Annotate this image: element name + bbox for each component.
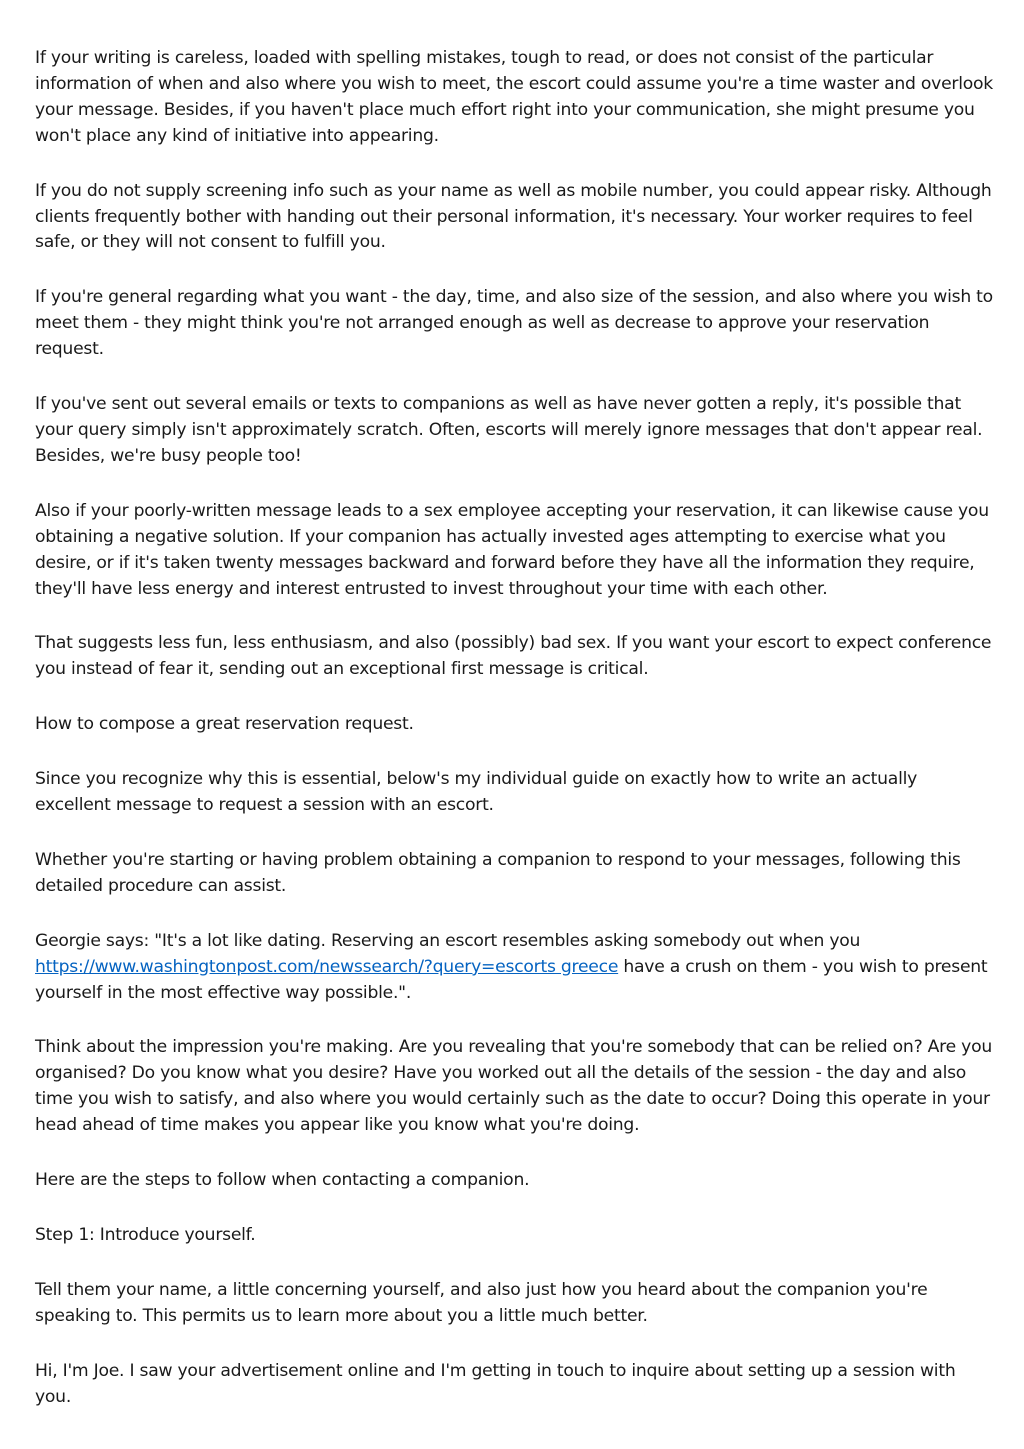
paragraph: If your writing is careless, loaded with spelling mistakes, tough to read, or does not consist of the particular information of when and also where you wish to meet, the escort could assume you're a time waster and overlook your message. Besides, if you haven't place much effort right into your communication, she might presume you won't place any kind of initiative into appearing.: [35, 48, 993, 146]
paragraph: Tell them your name, a little concerning yourself, and also just how you heard about the companion you're speaking to. This permits us to learn more about you a little much better.: [35, 1279, 928, 1326]
paragraph-text-before-link: Georgie says: "It's a lot like dating. Reserving an escort resembles asking somebody out when you: [35, 930, 861, 951]
paragraph: Here are the steps to follow when contacting a companion.: [35, 1170, 530, 1191]
paragraph: If you're general regarding what you want - the day, time, and also size of the session, and also where you wish to meet them - they might think you're not arranged enough as well as decrease to approve your reservation request.: [35, 287, 993, 360]
paragraph: Since you recognize why this is essential, below's my individual guide on exactly how to write an actually excellent message to request a session with an escort.: [35, 769, 918, 816]
paragraph-text-after-link: have a crush on them - you wish to present yourself in the most effective way possible.".: [35, 956, 988, 1003]
paragraph: Also if your poorly-written message leads to a sex employee accepting your reservation, it can likewise cause you obtaining a negative solution. If your companion has actually invested ages attempting to exercise what you desire, or if it's taken twenty messages backward and forward before they have all the information they require, they'll have less energy and interest entrusted to invest throughout your time with each other.: [35, 500, 989, 599]
paragraph: How to compose a great reservation request.: [35, 714, 414, 735]
paragraph: If you do not supply screening info such as your name as well as mobile number, you could appear risky. Although clients frequently bother with handing out their personal information, it's necessary. Your worker requires to feel safe, or they will not consent to fulfill you.: [35, 180, 992, 253]
paragraph: Step 1: Introduce yourself.: [35, 1225, 256, 1245]
news-search-link[interactable]: https://www.washingtonpost.com/newssearch/?query=escorts greece: [35, 956, 619, 977]
document-body: [35, 46, 993, 1440]
paragraph-with-link: [35, 929, 993, 1007]
paragraph: Hi, I'm Joe. I saw your advertisement online and I'm getting in touch to inquire about setting up a session with you.: [35, 1360, 956, 1407]
paragraph: If you've sent out several emails or texts to companions as well as have never gotten a reply, it's possible that your query simply isn't approximately scratch. Often, escorts will merely ignore messages that don't appear real. Besides, we're busy people too!: [35, 394, 983, 466]
paragraph: Whether you're starting or having problem obtaining a companion to respond to your messages, following this detailed procedure can assist.: [35, 849, 961, 896]
paragraph: That suggests less fun, less enthusiasm, and also (possibly) bad sex. If you want your escort to expect conference you instead of fear it, sending out an exceptional first message is critical.: [35, 633, 992, 680]
paragraph: Think about the impression you're making. Are you revealing that you're somebody that can be relied on? Are you organised? Do you know what you desire? Have you worked out all the details of the session - the day and also time you wish to satisfy, and also where you would certainly such as the date to occur? Doing this operate in your head ahead of time makes you appear like you know what you're doing.: [35, 1037, 992, 1136]
